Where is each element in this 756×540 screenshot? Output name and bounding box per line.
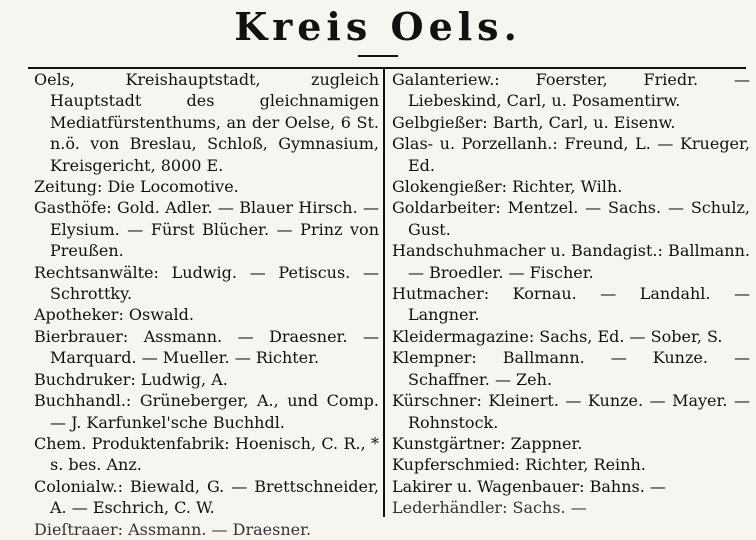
entry-klempner: Klempner: Ballmann. — Kunze. — Schaffner. — Zeh. — [392, 348, 750, 389]
entry-hutmacher: Hutmacher: Kornau. — Landahl. — Langner. — [392, 284, 750, 325]
entry-zeitung: Zeitung: Die Locomotive. — [34, 177, 239, 197]
entry-lakirer: Lakirer u. Wagenbauer: Bahns. — — [392, 476, 666, 496]
entry-bierbrauer: Bierbrauer: Assmann. — Draesner. — Marquard. — Mueller. — Richter. — [34, 326, 379, 368]
entry-glas-porzellanh: Glas- u. Porzellanh.: Freund, L. — Krueger, Ed. — [392, 134, 750, 175]
entry-handschuhmacher: Handschuhmacher u. Bandagist.: Ballmann. — Broedler. — Fischer. — [392, 241, 750, 282]
column-divider — [383, 68, 385, 517]
entry-kupferschmied: Kupferschmied: Richter, Reinh. — [392, 455, 646, 475]
entry-chem-produktenfabrik: Chem. Produktenfabrik: Hoenisch, C. R., * s. bes. Anz. — [34, 433, 379, 475]
entry-glokengiesser: Glokengießer: Richter, Wilh. — [392, 177, 623, 197]
entry-rechtsanwaelte: Rechtsanwälte: Ludwig. — Petiscus. — Schrottky. — [34, 262, 379, 304]
title-rule — [358, 55, 398, 57]
left-column — [34, 69, 379, 539]
entry-gasthoefe: Gasthöfe: Gold. Adler. — Blauer Hirsch. — Elysium. — Fürst Blücher. — Prinz von Preußen. — [34, 198, 379, 261]
entry-cut-off-right: Lederhändler: Sachs. — — [392, 498, 587, 518]
entry-buchhandl: Buchhandl.: Grüneberger, A., und Comp. — J. Karfunkel'sche Buchhdl. — [34, 391, 379, 432]
right-column — [392, 69, 750, 517]
page-title: Kreis Oels. — [234, 4, 522, 49]
entry-buchdruker: Buchdruker: Ludwig, A. — [34, 369, 228, 389]
entry-oels-city: Oels, Kreishauptstadt, zugleich Hauptstadt des gleichnamigen Mediatfürstenthums, an der Oelse, 6 St. n.ö. von Breslau, Schloß, Gymnasium, Kreisgericht, 8000 E. — [34, 70, 379, 175]
entry-goldarbeiter: Goldarbeiter: Mentzel. — Sachs. — Schulz, Gust. — [392, 198, 750, 239]
entry-gelbgiesser: Gelbgießer: Barth, Carl, u. Eisenw. — [392, 112, 676, 132]
entry-cut-off: Dieſtraaer: Assmann. — Draesner. — [34, 519, 312, 539]
entry-galanteriew: Galanteriew.: Foerster, Friedr. — Liebeskind, Carl, u. Posamentirw. — [392, 70, 750, 111]
entry-colonialw: Colonialw.: Biewald, G. — Brettschneider, A. — Eschrich, C. W. — [34, 476, 379, 518]
entry-apotheker: Apotheker: Oswald. — [34, 305, 194, 325]
entry-kuerschner: Kürschner: Kleinert. — Kunze. — Mayer. — Rohnstock. — [392, 391, 750, 432]
entry-kunstgaertner: Kunstgärtner: Zappner. — [392, 433, 583, 453]
entry-kleidermagazine: Kleidermagazine: Sachs, Ed. — Sober, S. — [392, 326, 723, 346]
